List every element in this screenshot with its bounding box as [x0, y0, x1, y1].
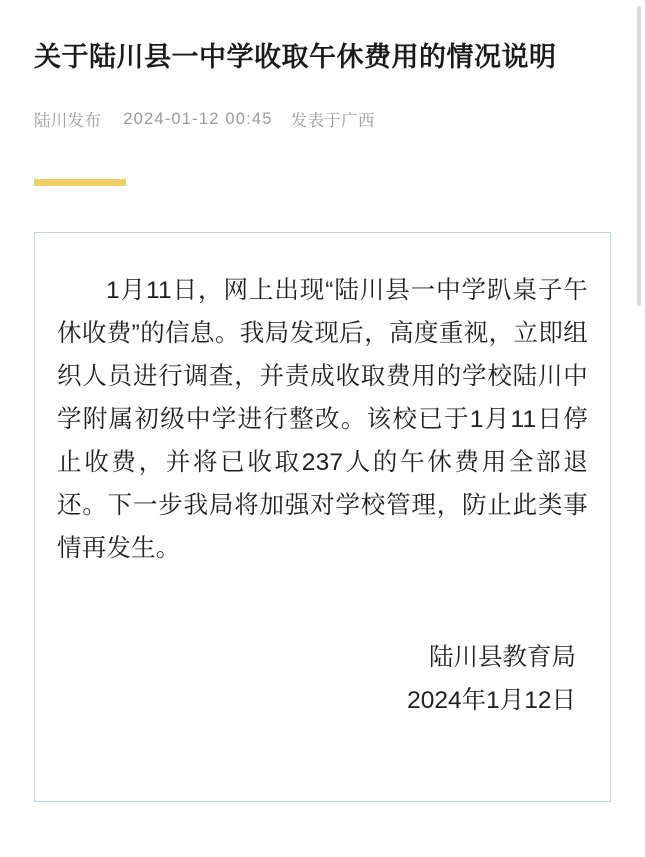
signature-date: 2024年1月12日 [407, 687, 576, 714]
page-title: 关于陆川县一中学收取午休费用的情况说明 [34, 42, 557, 72]
notice-body-text: 1月11日，网上出现“陆川县一中学趴桌子午休收费”的信息。我局发现后，高度重视，立即组织人员进行调查，并责成收取费用的学校陆川中学附属初级中学进行整改。该校已于1月11日停止收费，并将已收取237人的午休费用全部退还。下一步我局将加强对学校管理，防止此类事情再发生。 [57, 277, 588, 562]
article-meta [34, 107, 611, 131]
signature-organization: 陆川县教育局 [429, 644, 576, 671]
notice-card [34, 232, 611, 802]
accent-divider [34, 179, 126, 186]
meta-location: 发表于广西 [290, 112, 375, 130]
scrollbar-thumb[interactable] [637, 6, 641, 306]
meta-timestamp: 2024-01-12 00:45 [123, 109, 273, 128]
notice-signature [57, 636, 588, 722]
meta-source[interactable]: 陆川发布 [34, 112, 102, 130]
scrollbar-track[interactable] [639, 0, 643, 857]
